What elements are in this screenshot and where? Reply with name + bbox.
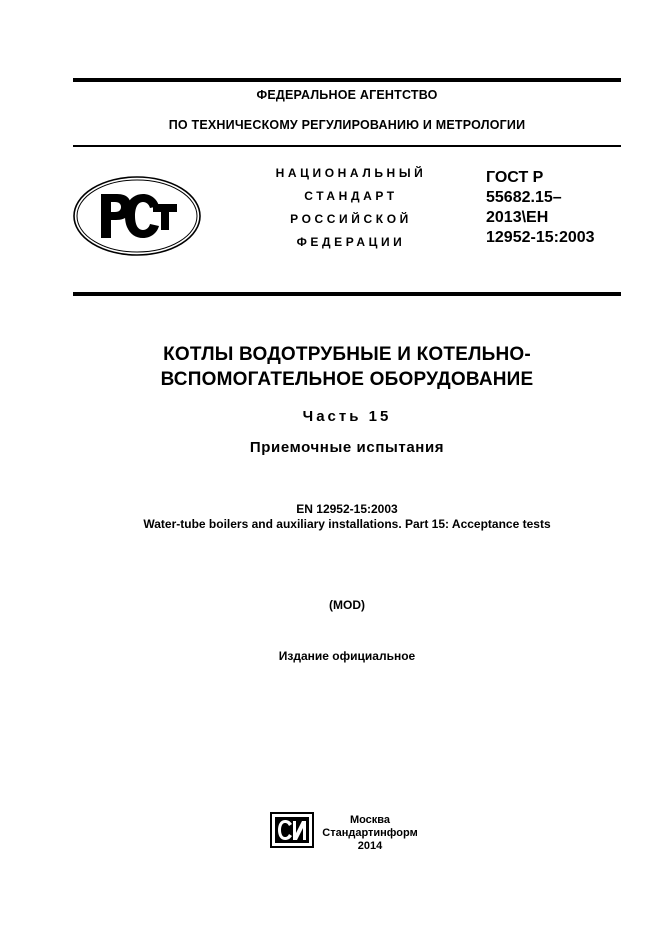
modification-mark: (MOD)	[329, 598, 365, 612]
part-number: Часть 15	[302, 408, 392, 425]
document-subtitle: Приемочные испытания	[249, 439, 445, 456]
header-divider	[73, 145, 621, 147]
publisher-name: Стандартинформ	[322, 827, 418, 839]
publication-year: 2014	[357, 840, 383, 852]
national-standard-line-3: РОССИЙСКОЙ	[290, 212, 412, 226]
publisher-city: Москва	[349, 814, 391, 826]
agency-line-1: ФЕДЕРАЛЬНОЕ АГЕНТСТВО	[256, 88, 438, 102]
gost-designation-line-1: ГОСТ Р	[486, 169, 544, 186]
agency-line-2: ПО ТЕХНИЧЕСКОМУ РЕГУЛИРОВАНИЮ И МЕТРОЛОГИИ	[168, 118, 526, 132]
national-standard-line-1: НАЦИОНАЛЬНЫЙ	[275, 166, 427, 180]
edition-label: Издание официальное	[278, 649, 416, 663]
header-bottom-rule	[73, 292, 621, 296]
en-reference-title: Water-tube boilers and auxiliary installations. Part 15: Acceptance tests	[143, 517, 551, 531]
standartinform-logo-icon	[270, 812, 314, 848]
gost-designation-line-3: 2013\EH	[486, 209, 549, 226]
document-title-line-2: ВСПОМОГАТЕЛЬНОЕ ОБОРУДОВАНИЕ	[160, 369, 534, 390]
top-rule	[73, 78, 621, 82]
gost-r-logo-icon	[73, 176, 201, 256]
en-reference-code: EN 12952-15:2003	[296, 502, 398, 516]
document-title-line-1: КОТЛЫ ВОДОТРУБНЫЕ И КОТЕЛЬНО-	[163, 344, 531, 365]
gost-designation-line-4: 12952-15:2003	[486, 229, 595, 246]
gost-designation-line-2: 55682.15–	[486, 189, 562, 206]
national-standard-line-4: ФЕДЕРАЦИИ	[296, 235, 406, 249]
national-standard-line-2: СТАНДАРТ	[304, 189, 398, 203]
